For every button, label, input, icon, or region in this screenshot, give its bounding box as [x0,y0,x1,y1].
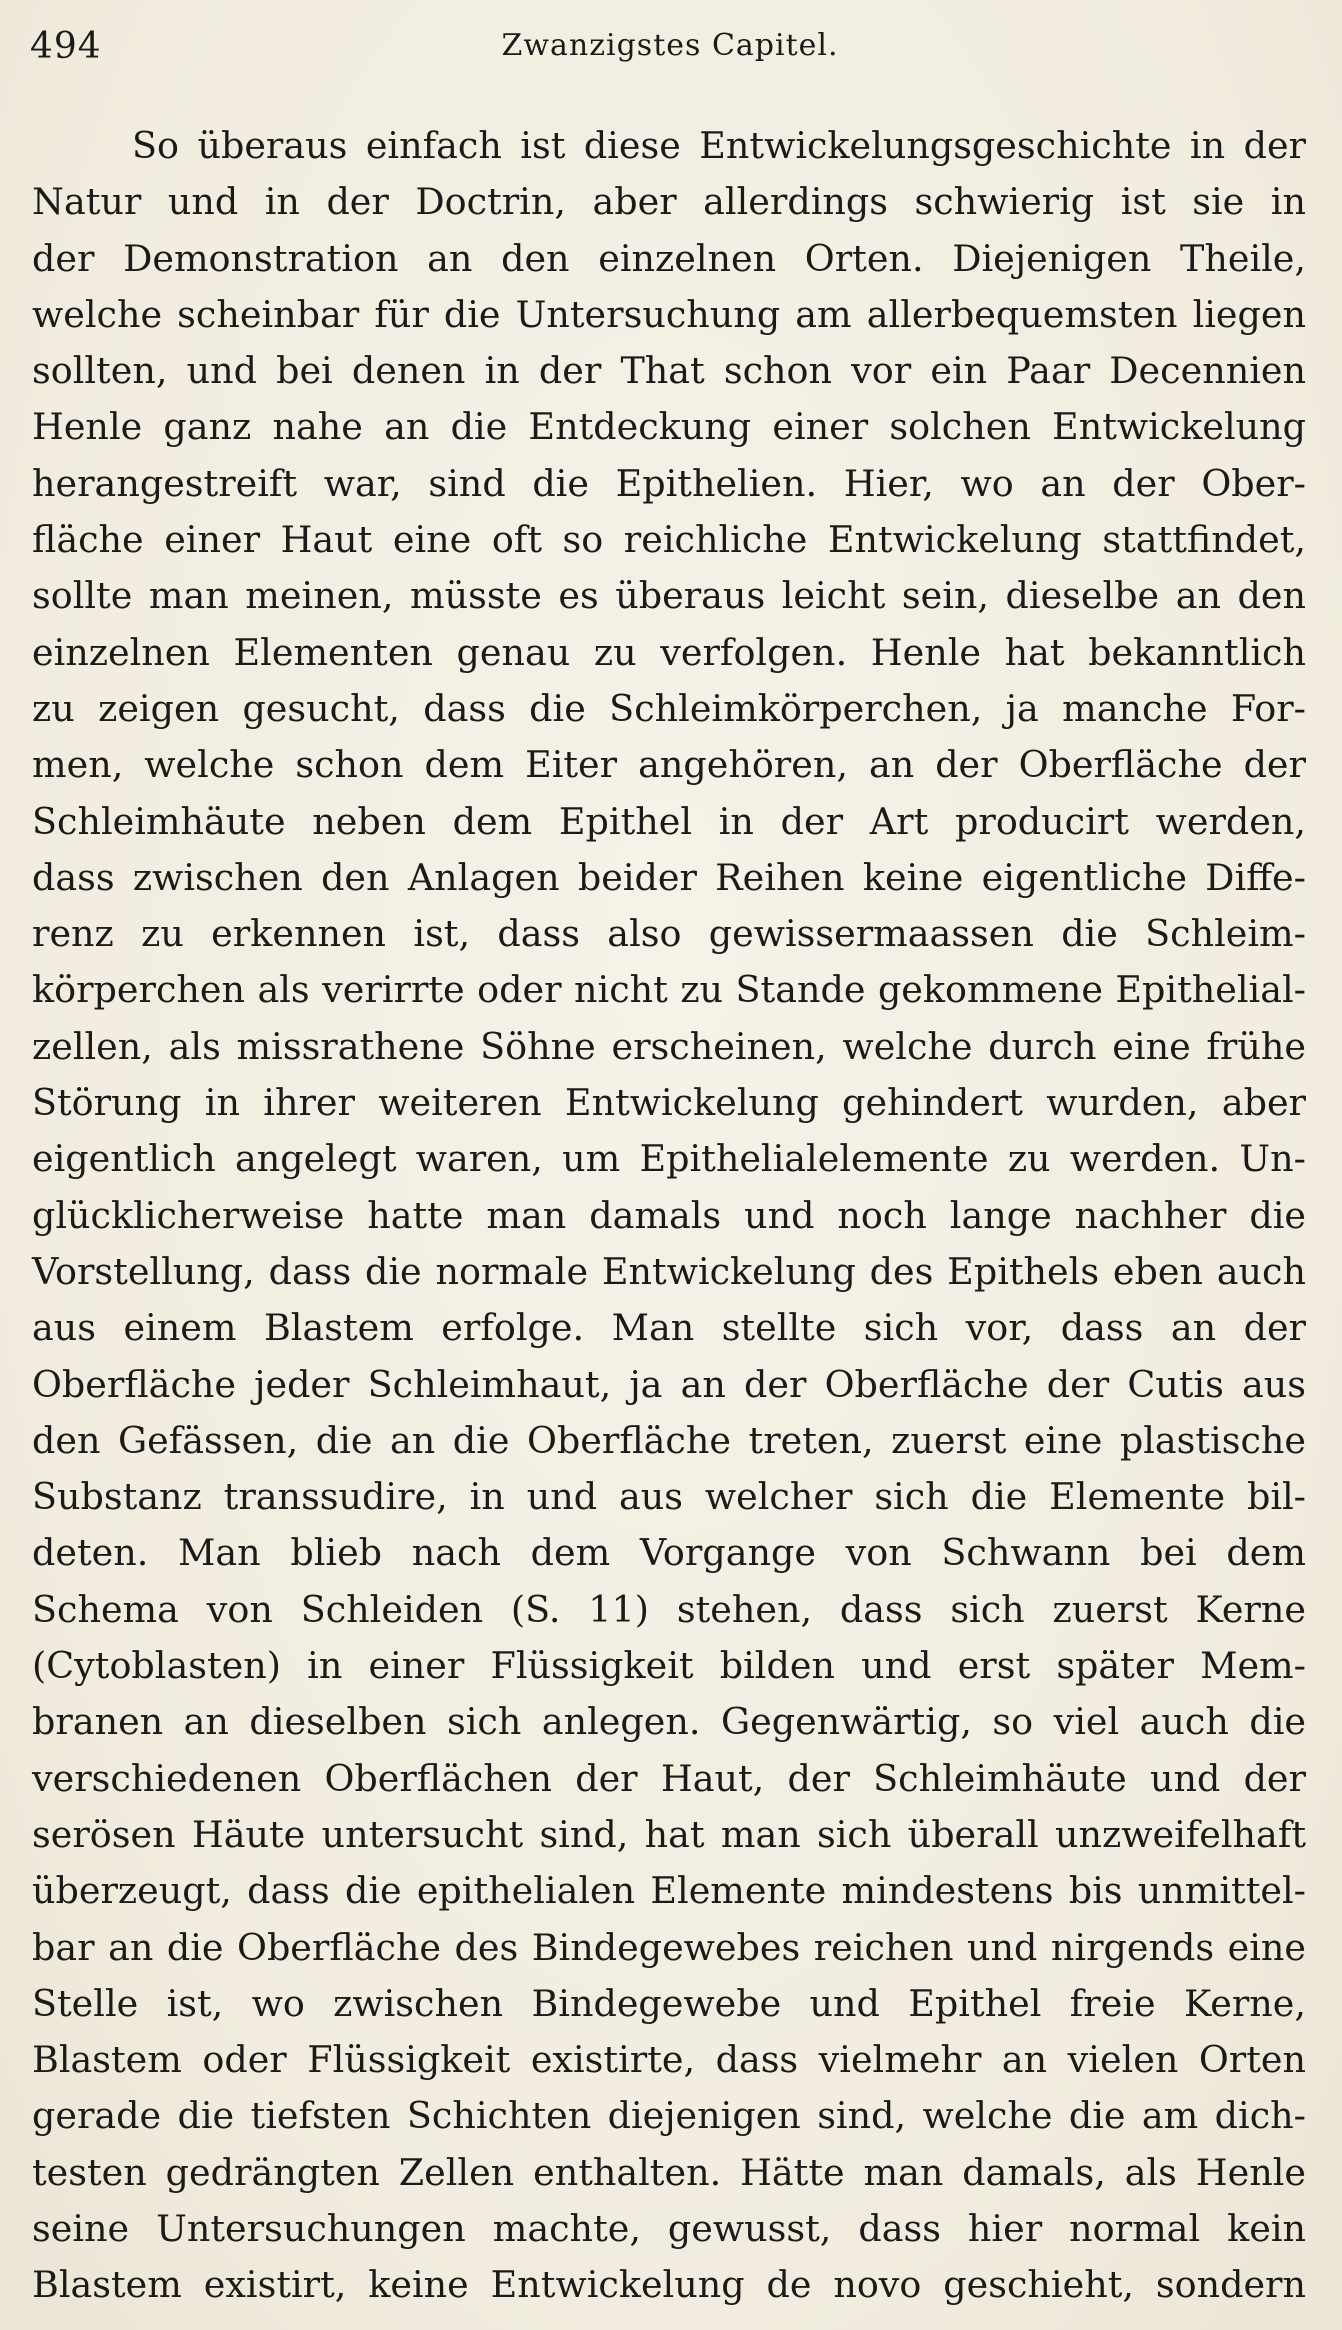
text-line: verschiedenen Oberflächen der Haut, der Schleimhäute und der [32,1756,1306,1800]
text-line: Blastem oder Flüssigkeit existirte, dass vielmehr an vielen Orten [32,2038,1306,2082]
running-head: Zwanzigstes Capitel. [501,28,839,63]
text-line: branen an dieselben sich anlegen. Gegenwärtig, so viel auch die [32,1700,1306,1744]
text-line: einzelnen Elementen genau zu verfolgen. Henle hat bekanntlich [32,630,1306,674]
text-line: gerade die tiefsten Schichten diejenigen sind, welche die am dich- [32,2094,1306,2138]
text-line: Störung in ihrer weiteren Entwickelung gehindert wurden, aber [32,1081,1306,1125]
text-line: Natur und in der Doctrin, aber allerdings schwierig ist sie in [32,180,1306,224]
text-line: zu zeigen gesucht, dass die Schleimkörperchen, ja manche For- [32,686,1306,730]
text-line: So überaus einfach ist diese Entwickelungsgeschichte in der [132,124,1306,167]
text-line: Schleimhäute neben dem Epithel in der Art producirt werden, [32,799,1306,843]
text-line: Vorstellung, dass die normale Entwickelung des Epithels eben auch [32,1249,1306,1293]
text-line: der Demonstration an den einzelnen Orten. Diejenigen Theile, [32,236,1306,280]
text-line: den Gefässen, die an die Oberfläche treten, zuerst eine plastische [32,1418,1306,1462]
text-line: testen gedrängten Zellen enthalten. Hätte man damals, als Henle [32,2150,1306,2194]
text-line: Stelle ist, wo zwischen Bindegewebe und Epithel freie Kerne, [32,1981,1306,2025]
text-line: sollte man meinen, müsste es überaus leicht sein, dieselbe an den [32,574,1306,618]
text-line: herangestreift war, sind die Epithelien. Hier, wo an der Ober- [32,461,1306,505]
text-line: dass zwischen den Anlagen beider Reihen keine eigentliche Diffe- [32,855,1306,899]
body-text [32,118,1306,2314]
text-line: glücklicherweise hatte man damals und noch lange nachher die [32,1193,1306,1237]
text-line: Schema von Schleiden (S. 11) stehen, dass sich zuerst Kerne [32,1587,1306,1631]
text-line: Substanz transsudire, in und aus welcher sich die Elemente bil- [32,1475,1306,1519]
page-header [30,24,1310,72]
text-line: (Cytoblasten) in einer Flüssigkeit bilden und erst später Mem- [32,1644,1306,1688]
text-line: serösen Häute untersucht sind, hat man sich überall unzweifelhaft [32,1812,1306,1856]
text-line: seine Untersuchungen machte, gewusst, dass hier normal kein [32,2206,1306,2250]
text-line: fläche einer Haut eine oft so reichliche Entwickelung stattfindet, [32,518,1306,562]
text-line: welche scheinbar für die Untersuchung am allerbequemsten liegen [32,292,1306,336]
text-line: Henle ganz nahe an die Entdeckung einer solchen Entwickelung [32,405,1306,449]
text-line: renz zu erkennen ist, dass also gewissermaassen die Schleim- [32,912,1306,956]
text-line: zellen, als missrathene Söhne erscheinen, welche durch eine frühe [32,1024,1306,1068]
text-line: Oberfläche jeder Schleimhaut, ja an der Oberfläche der Cutis aus [32,1362,1306,1406]
text-line: men, welche schon dem Eiter angehören, an der Oberfläche der [32,743,1306,787]
text-line: überzeugt, dass die epithelialen Elemente mindestens bis unmittel- [32,1869,1306,1913]
text-line: bar an die Oberfläche des Bindegewebes reichen und nirgends eine [32,1925,1306,1969]
text-line: Blastem existirt, keine Entwickelung de novo geschieht, sondern [32,2263,1306,2307]
text-line: sollten, und bei denen in der That schon vor ein Paar Decennien [32,349,1306,393]
text-line: eigentlich angelegt waren, um Epithelialelemente zu werden. Un- [32,1137,1306,1181]
text-line: deten. Man blieb nach dem Vorgange von Schwann bei dem [32,1531,1306,1575]
text-line: aus einem Blastem erfolge. Man stellte sich vor, dass an der [32,1306,1306,1350]
page-number: 494 [30,26,102,67]
text-line: körperchen als verirrte oder nicht zu Stande gekommene Epithelial- [32,968,1306,1012]
